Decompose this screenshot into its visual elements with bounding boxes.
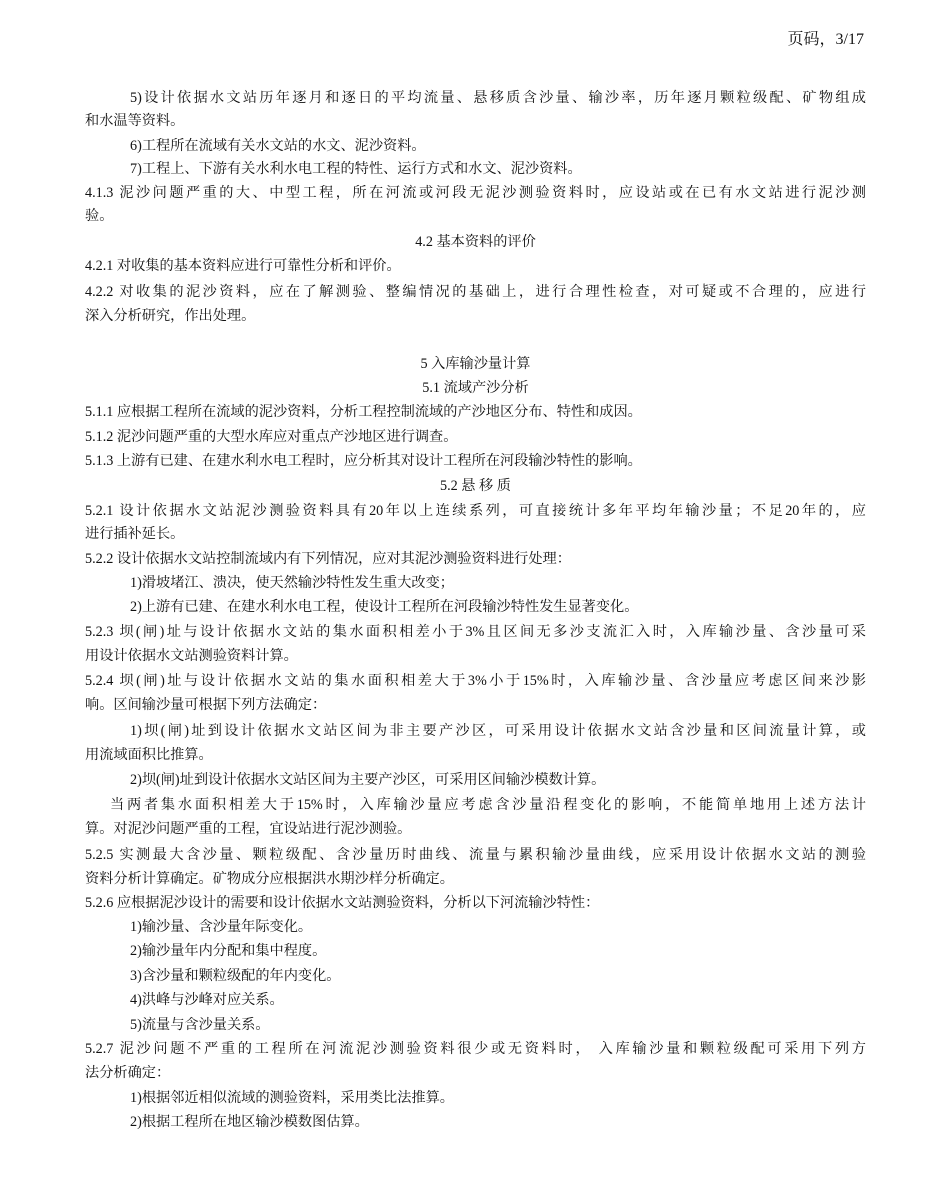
clause: 5.1.3 上游有已建、在建水利水电工程时，应分析其对设计工程所在河段输沙特性的影响。 (85, 453, 642, 469)
list-item: 2)坝(闸)址到设计依据水文站区间为主要产沙区，可采用区间输沙模数计算。 (130, 772, 606, 788)
paragraph-continuation: 资料分析计算确定。矿物成分应根据洪水期沙样分析确定。 (85, 871, 454, 887)
list-item: 1)坝(闸)址到设计依据水文站区间为非主要产沙区，可采用设计依据水文站含沙量和区间流量计算，或 (130, 723, 866, 739)
paragraph-continuation: 算。对泥沙问题严重的工程，宜设站进行泥沙测验。 (85, 821, 412, 837)
list-item: 6)工程所在流域有关水文站的水文、泥沙资料。 (130, 138, 426, 154)
list-item: 2)输沙量年内分配和集中程度。 (130, 943, 327, 959)
section-heading: 5.1 流域产沙分析 (422, 380, 529, 396)
clause: 5.2.7 泥沙问题不严重的工程所在河流泥沙测验资料很少或无资料时， 入库输沙量和颗粒级配可采用下列方 (85, 1041, 866, 1057)
page-number: 页码，3/17 (787, 31, 864, 48)
list-item: 3)含沙量和颗粒级配的年内变化。 (130, 968, 341, 984)
list-item: 5)设计依据水文站历年逐月和逐日的平均流量、悬移质含沙量、输沙率，历年逐月颗粒级配、矿物组成 (130, 90, 866, 106)
clause: 4.1.3 泥沙问题严重的大、中型工程，所在河流或河段无泥沙测验资料时，应设站或在已有水文站进行泥沙测 (85, 185, 866, 201)
list-item: 2)上游有已建、在建水利水电工程，使设计工程所在河段输沙特性发生显著变化。 (130, 599, 639, 615)
paragraph: 当两者集水面积相差大于15%时，入库输沙量应考虑含沙量沿程变化的影响，不能简单地用上述方法计 (110, 797, 866, 813)
list-item: 2)根据工程所在地区输沙模数图估算。 (130, 1114, 369, 1130)
clause: 4.2.2 对收集的泥沙资料，应在了解测验、整编情况的基础上，进行合理性检查，对可疑或不合理的，应进行 (85, 284, 866, 300)
list-item: 4)洪峰与沙峰对应关系。 (130, 992, 284, 1008)
clause: 4.2.1 对收集的基本资料应进行可靠性分析和评价。 (85, 258, 401, 274)
clause: 5.2.1 设计依据水文站泥沙测验资料具有20年以上连续系列，可直接统计多年平均年输沙量；不足20年的，应 (85, 503, 866, 519)
paragraph-continuation: 验。 (85, 208, 114, 224)
list-item: 7)工程上、下游有关水利水电工程的特性、运行方式和水文、泥沙资料。 (130, 161, 582, 177)
paragraph-continuation: 进行插补延长。 (85, 526, 185, 542)
list-item: 5)流量与含沙量关系。 (130, 1017, 270, 1033)
clause: 5.2.2 设计依据水文站控制流域内有下列情况，应对其泥沙测验资料进行处理： (85, 551, 571, 567)
paragraph-continuation: 深入分析研究，作出处理。 (85, 308, 256, 324)
paragraph-continuation: 和水温等资料。 (85, 113, 185, 129)
list-item: 1)输沙量、含沙量年际变化。 (130, 919, 313, 935)
section-heading: 4.2 基本资料的评价 (415, 234, 536, 250)
paragraph-continuation: 用流域面积比推算。 (85, 747, 213, 763)
clause: 5.2.5 实测最大含沙量、颗粒级配、含沙量历时曲线、流量与累积输沙量曲线，应采用设计依据水文站的测验 (85, 847, 866, 863)
chapter-heading: 5 入库输沙量计算 (420, 356, 531, 372)
clause: 5.2.3 坝(闸)址与设计依据水文站的集水面积相差小于3%且区间无多沙支流汇入时，入库输沙量、含沙量可采 (85, 624, 866, 640)
section-heading: 5.2 悬 移 质 (440, 478, 511, 494)
clause: 5.2.4 坝(闸)址与设计依据水文站的集水面积相差大于3%小于15%时，入库输沙量、含沙量应考虑区间来沙影 (85, 673, 866, 689)
paragraph-continuation: 法分析确定： (85, 1065, 171, 1081)
clause: 5.2.6 应根据泥沙设计的需要和设计依据水文站测验资料，分析以下河流输沙特性： (85, 895, 600, 911)
paragraph-continuation: 用设计依据水文站测验资料计算。 (85, 648, 298, 664)
paragraph-continuation: 响。区间输沙量可根据下列方法确定： (85, 697, 327, 713)
clause: 5.1.1 应根据工程所在流域的泥沙资料，分析工程控制流域的产沙地区分布、特性和成因。 (85, 404, 642, 420)
clause: 5.1.2 泥沙问题严重的大型水库应对重点产沙地区进行调查。 (85, 429, 458, 445)
list-item: 1)滑坡堵江、溃决，使天然输沙特性发生重大改变； (130, 575, 454, 591)
list-item: 1)根据邻近相似流域的测验资料，采用类比法推算。 (130, 1090, 454, 1106)
